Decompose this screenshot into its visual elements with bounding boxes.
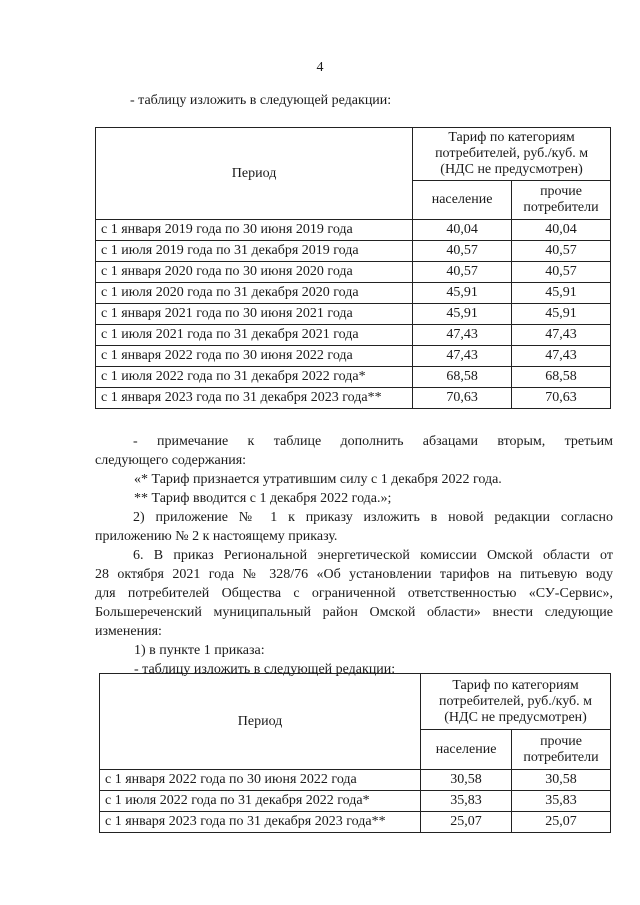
- table-row: [96, 262, 611, 283]
- tariff-header-line-2: потребителей, руб./куб. м: [439, 693, 593, 709]
- population-header: население: [413, 181, 512, 220]
- period-cell: с 1 июля 2021 года по 31 декабря 2021 года: [96, 325, 413, 346]
- population-cell: 45,91: [413, 283, 512, 304]
- population-cell: 47,43: [413, 325, 512, 346]
- period-cell: с 1 июля 2022 года по 31 декабря 2022 года*: [100, 791, 421, 812]
- population-cell: 40,57: [413, 241, 512, 262]
- table-row: [96, 367, 611, 388]
- other-cell: 47,43: [512, 346, 611, 367]
- period-cell: с 1 июля 2020 года по 31 декабря 2020 года: [96, 283, 413, 304]
- period-header: Период: [96, 128, 413, 220]
- population-cell: 45,91: [413, 304, 512, 325]
- period-cell: с 1 января 2023 года по 31 декабря 2023 года**: [96, 388, 413, 409]
- period-cell: с 1 января 2022 года по 30 июня 2022 года: [96, 346, 413, 367]
- item-6-line-3: для потребителей Общества с ограниченной ответственностью «СУ-Сервис»,: [95, 586, 613, 601]
- other-cell: 70,63: [512, 388, 611, 409]
- tariff-header-line-1: Тариф по категориям: [452, 677, 579, 693]
- table-row: [96, 388, 611, 409]
- other-cell: 30,58: [512, 770, 611, 791]
- table-row: [96, 325, 611, 346]
- population-cell: 30,58: [421, 770, 512, 791]
- period-cell: с 1 января 2020 года по 30 июня 2020 года: [96, 262, 413, 283]
- population-cell: 70,63: [413, 388, 512, 409]
- table-row: [96, 220, 611, 241]
- note-asterisk-2: ** Тариф вводится с 1 декабря 2022 года.»;: [134, 491, 392, 506]
- tariff-table-1: [95, 127, 611, 409]
- appendix-paragraph-line-2: приложению № 2 к настоящему приказу.: [95, 529, 338, 544]
- period-cell: с 1 января 2022 года по 30 июня 2022 года: [100, 770, 421, 791]
- table-row: [96, 304, 611, 325]
- tariff-table-2: [99, 673, 611, 833]
- item-6-line-5: изменения:: [95, 624, 162, 639]
- tariff-header-line-3: (НДС не предусмотрен): [440, 162, 583, 177]
- period-cell: с 1 января 2019 года по 30 июня 2019 года: [96, 220, 413, 241]
- other-header-line-2: потребители: [523, 200, 599, 215]
- item-6-subpoint-1: 1) в пункте 1 приказа:: [134, 643, 265, 658]
- population-cell: 35,83: [421, 791, 512, 812]
- note-paragraph-line-1: - примечание к таблице дополнить абзацами вторым, третьим: [133, 434, 613, 449]
- table-row: [100, 791, 611, 812]
- table-intro-2: - таблицу изложить в следующей редакции:: [134, 662, 396, 677]
- table-row: [100, 812, 611, 833]
- other-header-line-2: потребители: [523, 749, 599, 765]
- other-cell: 40,57: [512, 262, 611, 283]
- other-cell: 40,04: [512, 220, 611, 241]
- population-cell: 40,04: [413, 220, 512, 241]
- period-cell: с 1 января 2023 года по 31 декабря 2023 года**: [100, 812, 421, 833]
- item-6-line-4: Большереченский муниципальный район Омской области» внести следующие: [95, 605, 613, 620]
- population-cell: 40,57: [413, 262, 512, 283]
- tariff-header: [421, 674, 611, 730]
- item-6-line-2: 28 октября 2021 года № 328/76 «Об установлении тарифов на питьевую воду: [95, 567, 613, 582]
- other-cell: 45,91: [512, 304, 611, 325]
- other-cell: 40,57: [512, 241, 611, 262]
- table-row: [96, 241, 611, 262]
- other-consumers-header: [512, 181, 611, 220]
- item-6-line-1: 6. В приказ Региональной энергетической комиссии Омской области от: [133, 548, 613, 563]
- period-cell: с 1 января 2021 года по 30 июня 2021 года: [96, 304, 413, 325]
- other-cell: 35,83: [512, 791, 611, 812]
- period-cell: с 1 июля 2022 года по 31 декабря 2022 года*: [96, 367, 413, 388]
- page-number: 4: [316, 60, 324, 75]
- other-cell: 47,43: [512, 325, 611, 346]
- tariff-header-line-2: потребителей, руб./куб. м: [435, 146, 589, 161]
- table-row: [96, 283, 611, 304]
- other-consumers-header: [512, 730, 611, 770]
- other-cell: 45,91: [512, 283, 611, 304]
- other-cell: 68,58: [512, 367, 611, 388]
- population-cell: 68,58: [413, 367, 512, 388]
- population-cell: 25,07: [421, 812, 512, 833]
- tariff-header-line-1: Тариф по категориям: [448, 130, 575, 145]
- other-header-line-1: прочие: [540, 733, 582, 749]
- note-paragraph-line-2: следующего содержания:: [95, 453, 247, 468]
- table-row: [100, 770, 611, 791]
- other-cell: 25,07: [512, 812, 611, 833]
- tariff-header-line-3: (НДС не предусмотрен): [444, 709, 587, 725]
- table-row: [96, 346, 611, 367]
- population-cell: 47,43: [413, 346, 512, 367]
- note-asterisk-1: «* Тариф признается утратившим силу с 1 декабря 2022 года.: [134, 472, 502, 487]
- appendix-paragraph-line-1: 2) приложение № 1 к приказу изложить в новой редакции согласно: [133, 510, 613, 525]
- tariff-header: [413, 128, 611, 181]
- period-header: Период: [100, 674, 421, 770]
- other-header-line-1: прочие: [540, 184, 582, 199]
- table-intro-1: - таблицу изложить в следующей редакции:: [130, 93, 392, 108]
- population-header: население: [421, 730, 512, 770]
- period-cell: с 1 июля 2019 года по 31 декабря 2019 года: [96, 241, 413, 262]
